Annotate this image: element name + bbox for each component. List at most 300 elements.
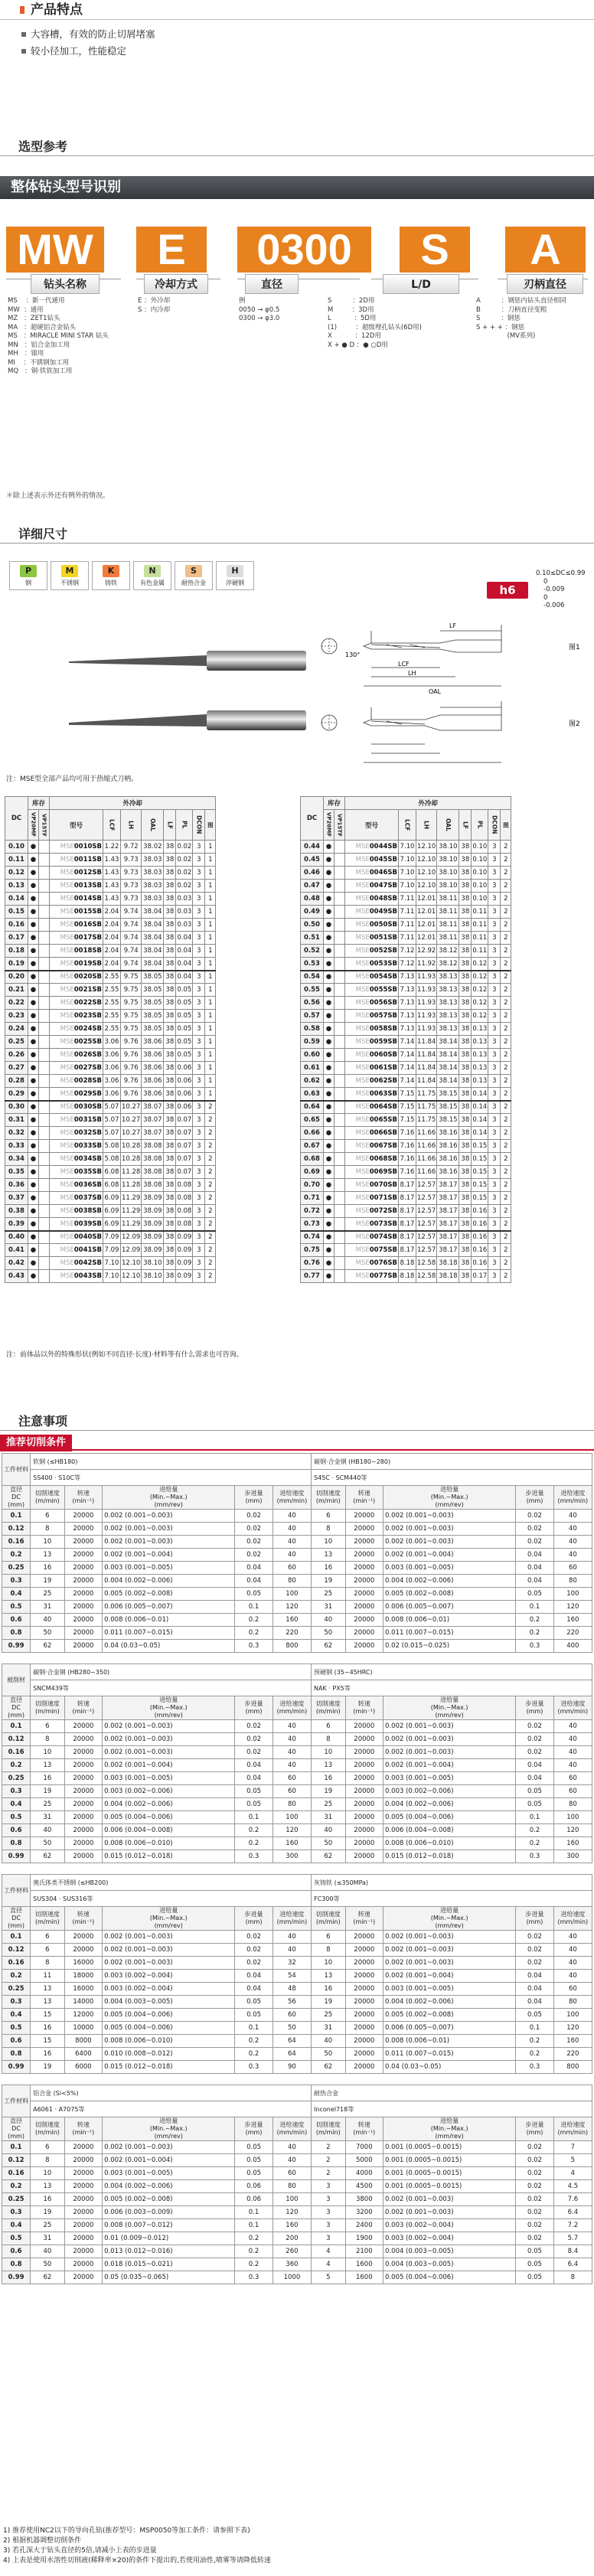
dims-cell: 7.10 <box>103 1257 121 1270</box>
dims-cell: 3 <box>488 893 501 906</box>
dims-cell: 5.07 <box>103 1114 121 1127</box>
dims-cell: 38.03 <box>142 893 164 906</box>
cutting-cell: 60 <box>273 1562 311 1575</box>
label-angle: 130° <box>345 651 361 658</box>
dims-cell <box>39 919 50 932</box>
dims-cell: 0.05 <box>176 984 193 997</box>
cutting-cell: 转速 (min⁻¹) <box>64 1907 102 1931</box>
cutting-cell: 220 <box>553 2048 592 2061</box>
cutting-cell: 4 <box>553 2167 592 2180</box>
cutting-cell: 0.005 (0.004~0.006) <box>103 2009 235 2022</box>
dims-cell <box>335 984 345 997</box>
dims-cell: 2 <box>501 1218 511 1231</box>
cutting-cell: 10 <box>312 1746 346 1759</box>
dims-cell: 0.47 <box>301 880 324 893</box>
dims-cell: 38 <box>164 1192 176 1205</box>
cutting-cell: 1600 <box>345 2271 383 2284</box>
cutting-cell: 0.2 <box>516 1824 553 1837</box>
cutting-cell: 0.002 (0.001~0.003) <box>383 1931 516 1944</box>
cutting-cell: 0.02 <box>516 2154 553 2167</box>
cutting-cell: 0.04 <box>516 1575 553 1588</box>
cutting-cell: 0.25 <box>2 2193 31 2206</box>
dims-cell: ● <box>28 1036 39 1049</box>
cutting-cell: 20000 <box>345 1733 383 1746</box>
dims-cell <box>39 1036 50 1049</box>
cutting-cell: 31 <box>312 2022 346 2035</box>
dims-cell: MSE0047SB <box>345 880 399 893</box>
cutting-cell: 0.25 <box>2 1983 31 1996</box>
cutting-cell: 进给量 (Min.~Max.) (mm/rev) <box>103 1907 235 1931</box>
cutting-cell: 1900 <box>345 2232 383 2245</box>
dims-cell: 3 <box>193 1049 205 1062</box>
cutting-cell: 120 <box>273 2206 311 2219</box>
dims-cell: 12.01 <box>416 893 437 906</box>
cutting-cell: 0.1 <box>2 1931 31 1944</box>
dims-row <box>301 1023 511 1036</box>
dims-cell: ● <box>324 997 335 1010</box>
dims-cell: ● <box>28 1257 39 1270</box>
dims-cell: 2 <box>501 1101 511 1114</box>
dims-cell: ● <box>28 984 39 997</box>
dims-cell: MSE0057SB <box>345 1010 399 1023</box>
th-dc: DC <box>5 797 28 841</box>
cutting-cell: 40 <box>553 1944 592 1957</box>
dims-cell: 38 <box>164 1140 176 1153</box>
dims-cell: 38.09 <box>142 1192 164 1205</box>
dims-cell <box>39 945 50 958</box>
cutting-cell: 0.4 <box>2 1588 31 1601</box>
dims-cell: 2 <box>501 867 511 880</box>
dims-cell: MSE0045SB <box>345 854 399 867</box>
dims-cell: 3 <box>488 1049 501 1062</box>
dims-cell: 0.75 <box>301 1244 324 1257</box>
th-lcf: LCF <box>399 810 416 841</box>
dims-cell: 0.15 <box>472 1153 488 1166</box>
material-name: 有色金属 <box>140 580 165 586</box>
dims-cell: 0.12 <box>5 867 28 880</box>
dims-cell: 11.93 <box>416 997 437 1010</box>
dims-cell: 38.08 <box>142 1166 164 1179</box>
cutting-table <box>2 1453 592 1653</box>
dims-cell: ● <box>28 997 39 1010</box>
cutting-cell: 0.008 (0.006~0.010) <box>383 1837 516 1850</box>
cutting-cell: 转速 (min⁻¹) <box>64 1696 102 1720</box>
cutting-note: 4) 上表是使用水溶性切削液(稀释率×20)的条件下提出的,若使用油性,喷雾等请降低转速 <box>3 2557 271 2565</box>
cutting-cell: 50 <box>312 1627 346 1640</box>
dims-cell: MSE0059SB <box>345 1036 399 1049</box>
dims-cell: 0.21 <box>5 984 28 997</box>
cutting-cell: 0.02 <box>516 1523 553 1536</box>
cutting-cell: 0.1 <box>235 2022 273 2035</box>
cutting-cell: 0.3 <box>2 2206 31 2219</box>
dims-cell: ● <box>324 1127 335 1140</box>
dims-cell: 3 <box>193 1192 205 1205</box>
cutting-cell: 0.02 <box>516 1733 553 1746</box>
cutting-cell: 0.06 <box>235 2180 273 2193</box>
dims-cell: 3 <box>488 958 501 971</box>
dims-cell: 38 <box>459 841 472 854</box>
dims-row <box>301 880 511 893</box>
cutting-cell: 0.004 (0.003~0.005) <box>383 2245 516 2258</box>
cutting-cell: 20000 <box>64 1824 102 1837</box>
cutting-cell: 0.004 (0.003~0.005) <box>103 1996 235 2009</box>
dims-cell: 8.18 <box>399 1270 416 1283</box>
dims-row <box>301 945 511 958</box>
dims-row <box>301 1192 511 1205</box>
dims-cell: MSE0070SB <box>345 1179 399 1192</box>
cutting-cell: 0.008 (0.006~0.010) <box>103 1837 235 1850</box>
dims-cell: 3 <box>193 1140 205 1153</box>
dims-cell: 3 <box>488 984 501 997</box>
cutting-cell: 0.3 <box>516 2061 553 2074</box>
dims-cell: MSE0061SB <box>345 1062 399 1075</box>
cutting-cell: 40 <box>273 1931 311 1944</box>
dims-row <box>5 893 216 906</box>
dims-cell: 12.09 <box>121 1244 142 1257</box>
th-model: 型号 <box>345 810 399 841</box>
cutting-cell: 3 <box>312 2193 346 2206</box>
cutting-row <box>2 1470 592 1486</box>
drill-photos <box>38 628 314 750</box>
cutting-cell: 0.02 <box>516 2141 553 2154</box>
dims-row <box>5 854 216 867</box>
cutting-cell: 0.99 <box>2 2061 31 2074</box>
dims-cell: 38.18 <box>437 1270 459 1283</box>
dims-cell: 0.28 <box>5 1075 28 1088</box>
dims-cell: 3.06 <box>103 1049 121 1062</box>
dims-cell: 0.25 <box>5 1036 28 1049</box>
dims-cell: 0.44 <box>301 841 324 854</box>
dims-cell: 38.08 <box>142 1153 164 1166</box>
dims-row <box>5 1218 216 1231</box>
cutting-cell: 8 <box>312 1944 346 1957</box>
dims-cell: 38.17 <box>437 1179 459 1192</box>
dims-cell <box>39 1205 50 1218</box>
dims-cell: 7.15 <box>399 1114 416 1127</box>
dims-cell: 2 <box>501 1192 511 1205</box>
dims-cell <box>39 958 50 971</box>
dims-cell: ● <box>324 906 335 919</box>
cutting-cell: 0.05 (0.035~0.065) <box>103 2271 235 2284</box>
dims-cell: 0.14 <box>472 1127 488 1140</box>
cutting-cell: 0.02 <box>235 1510 273 1523</box>
cutting-cell: 20000 <box>64 1746 102 1759</box>
caption-ld: L/D <box>383 274 459 294</box>
dims-cell: 3 <box>193 1231 205 1244</box>
dims-row <box>301 971 511 984</box>
dims-cell: 11.75 <box>416 1101 437 1114</box>
dims-cell: 38 <box>164 919 176 932</box>
cutting-cell: 10 <box>31 1746 65 1759</box>
cutting-cell: 100 <box>553 2009 592 2022</box>
dims-cell: 0.05 <box>176 1049 193 1062</box>
dims-cell: 7.11 <box>399 893 416 906</box>
cutting-cell: 0.99 <box>2 1640 31 1653</box>
cutting-cell: 0.002 (0.001~0.003) <box>383 1957 516 1970</box>
dims-cell: MSE0022SB <box>50 997 103 1010</box>
dims-cell: ● <box>28 1010 39 1023</box>
cutting-cell: 100 <box>273 1811 311 1824</box>
dims-cell: 38 <box>459 997 472 1010</box>
cutting-cell: 62 <box>31 2271 65 2284</box>
dims-cell: 2.55 <box>103 1010 121 1023</box>
dims-cell: 8.17 <box>399 1205 416 1218</box>
cutting-cell: 20000 <box>64 2258 102 2271</box>
caption-diameter: 直径 <box>245 274 299 294</box>
dims-row <box>5 1205 216 1218</box>
dims-cell: 38.13 <box>437 1010 459 1023</box>
cutting-cell: 进给速度 (mm/min) <box>553 1907 592 1931</box>
dims-cell: 7.13 <box>399 971 416 984</box>
dims-cell: 38.10 <box>437 880 459 893</box>
cutting-cell: 20000 <box>345 1614 383 1627</box>
caption-shank: 刃柄直径 <box>507 274 583 294</box>
dims-cell: 0.12 <box>472 984 488 997</box>
material-left-2: SUS304 · SUS316等 <box>31 1891 312 1907</box>
dims-cell <box>335 1075 345 1088</box>
dims-cell <box>335 880 345 893</box>
cutting-cell: 2100 <box>345 2245 383 2258</box>
dims-cell: 8.17 <box>399 1179 416 1192</box>
cutting-cell: 0.8 <box>2 2258 31 2271</box>
dims-cell: 0.35 <box>5 1166 28 1179</box>
cutting-cell: 0.008 (0.006~0.01) <box>383 1614 516 1627</box>
dims-row <box>301 810 511 841</box>
dims-cell: 1 <box>205 945 216 958</box>
dims-cell: 1.43 <box>103 867 121 880</box>
dims-cell: MSE0011SB <box>50 854 103 867</box>
dims-cell: 0.09 <box>176 1244 193 1257</box>
dims-row <box>5 1036 216 1049</box>
cutting-row <box>2 2022 592 2035</box>
cutting-cell: 20000 <box>64 2232 102 2245</box>
dims-row <box>5 1166 216 1179</box>
dims-cell: 12.92 <box>416 945 437 958</box>
cutting-cell: 0.3 <box>2 1785 31 1798</box>
dims-cell: MSE0042SB <box>50 1257 103 1270</box>
cutting-cell: 60 <box>273 1772 311 1785</box>
cutting-cell: 0.04 <box>516 1983 553 1996</box>
dims-cell: 0.45 <box>301 854 324 867</box>
dims-cell: 0.24 <box>5 1023 28 1036</box>
cutting-cell: 0.002 (0.001~0.003) <box>103 1931 235 1944</box>
dims-cell: ● <box>324 971 335 984</box>
dims-cell: MSE0049SB <box>345 906 399 919</box>
dims-cell: 38.16 <box>437 1153 459 1166</box>
cutting-cell: 0.003 (0.002~0.004) <box>383 2219 516 2232</box>
dims-cell: 38.17 <box>437 1244 459 1257</box>
dims-cell: 0.07 <box>176 1153 193 1166</box>
material-left-2: SNCM439等 <box>31 1680 312 1696</box>
dims-cell: 3 <box>488 841 501 854</box>
drill-drawings <box>310 617 593 770</box>
dims-cell: 2 <box>501 997 511 1010</box>
cutting-table <box>2 2085 592 2284</box>
dims-cell: 6.09 <box>103 1205 121 1218</box>
dims-cell: 3 <box>193 932 205 945</box>
cutting-cell: 切削速度 (m/min) <box>31 2117 65 2141</box>
cutting-cell: 300 <box>553 1850 592 1863</box>
dims-cell: 0.68 <box>301 1153 324 1166</box>
dims-row <box>5 797 216 810</box>
material-right-2: NAK · PX5等 <box>312 1680 592 1696</box>
dims-cell: 0.14 <box>5 893 28 906</box>
dims-cell <box>335 1010 345 1023</box>
dims-cell <box>335 1140 345 1153</box>
dims-cell: 7.14 <box>399 1036 416 1049</box>
cutting-cell: 0.002 (0.001~0.003) <box>383 1944 516 1957</box>
dims-row <box>301 1101 511 1114</box>
cutting-cell: 0.04 <box>235 1970 273 1983</box>
dims-cell: 9.76 <box>121 1036 142 1049</box>
cutting-cell: 40 <box>553 1536 592 1549</box>
dims-cell: 2 <box>501 1257 511 1270</box>
dims-cell: 2 <box>205 1244 216 1257</box>
cutting-cell: 20000 <box>64 1614 102 1627</box>
dims-cell <box>39 1270 50 1283</box>
cutting-cell: 0.006 (0.005~0.007) <box>103 1601 235 1614</box>
dims-cell: MSE0036SB <box>50 1179 103 1192</box>
dims-cell <box>39 1179 50 1192</box>
cutting-cell: 0.02 <box>235 1746 273 1759</box>
cutting-cell: 5000 <box>345 2154 383 2167</box>
dims-cell: 38.07 <box>142 1101 164 1114</box>
cutting-cell: 5 <box>553 2154 592 2167</box>
dims-cell: ● <box>324 1088 335 1101</box>
cutting-row <box>2 2154 592 2167</box>
dims-cell: 7.15 <box>399 1088 416 1101</box>
dims-cell: 11.84 <box>416 1075 437 1088</box>
cutting-cell: 进给量 (Min.~Max.) (mm/rev) <box>383 1907 516 1931</box>
cutting-cell: 0.6 <box>2 2035 31 2048</box>
dims-cell: 3 <box>193 997 205 1010</box>
dims-cell: MSE0067SB <box>345 1140 399 1153</box>
cutting-cell: 0.006 (0.005~0.007) <box>383 2022 516 2035</box>
dims-cell: 0.62 <box>301 1075 324 1088</box>
dims-cell: 0.15 <box>472 1140 488 1153</box>
dims-row <box>5 1049 216 1062</box>
dims-cell: 9.73 <box>121 854 142 867</box>
dims-cell: 1 <box>205 984 216 997</box>
legend-shank-list: A ：钢惩内钻头直径相同 B ：刀柄直径变粗 S ：钢惩 S + + + ：钢惩 (MV系列) <box>476 297 566 340</box>
dims-row <box>301 797 511 810</box>
cutting-row <box>2 2245 592 2258</box>
selection-note: ＊除上述表示外还有例外的情况。 <box>6 492 110 500</box>
dims-cell: 0.27 <box>5 1062 28 1075</box>
dims-cell: 5.08 <box>103 1140 121 1153</box>
dims-cell: 38 <box>459 1166 472 1179</box>
dims-cell: MSE0063SB <box>345 1088 399 1101</box>
material-badge: M <box>61 565 78 577</box>
dims-cell: 2 <box>501 1023 511 1036</box>
cutting-row <box>2 1523 592 1536</box>
material-left-1: 奥氏体类不锈钢 (≤HB200) <box>31 1875 312 1891</box>
cutting-cell: 31 <box>312 1601 346 1614</box>
cutting-cell: 60 <box>553 1983 592 1996</box>
dims-cell: 3 <box>193 854 205 867</box>
cutting-cell: 800 <box>273 1640 311 1653</box>
dims-cell: ● <box>28 1101 39 1114</box>
cutting-cell: 0.008 (0.006~0.010) <box>103 2035 235 2048</box>
dims-cell <box>39 1062 50 1075</box>
cutting-cell: 0.006 (0.004~0.008) <box>103 1824 235 1837</box>
cutting-cell: 20000 <box>345 1837 383 1850</box>
cutting-cell: 0.2 <box>235 1824 273 1837</box>
dims-cell: 2 <box>501 1049 511 1062</box>
dims-row <box>5 958 216 971</box>
dims-cell: 0.63 <box>301 1088 324 1101</box>
dims-cell: 38.16 <box>437 1140 459 1153</box>
dims-cell: 38 <box>459 1218 472 1231</box>
cutting-cell: 0.1 <box>516 1811 553 1824</box>
dims-cell: 38.12 <box>437 958 459 971</box>
cutting-cell: 16 <box>312 1562 346 1575</box>
dims-cell: 2 <box>501 1114 511 1127</box>
dims-cell: 7.12 <box>399 945 416 958</box>
dims-row <box>301 1231 511 1244</box>
dims-cell: 2 <box>501 893 511 906</box>
cutting-cell: 0.010 (0.008~0.012) <box>103 2048 235 2061</box>
dims-cell: 5.08 <box>103 1153 121 1166</box>
cutting-cell: 0.05 <box>516 1785 553 1798</box>
cutting-cell: 0.05 <box>235 2009 273 2022</box>
cutting-row <box>2 1837 592 1850</box>
dims-cell: 11.75 <box>416 1114 437 1127</box>
cutting-cell: 0.02 <box>516 2219 553 2232</box>
cutting-cell: 31 <box>31 1811 65 1824</box>
dims-cell: 2 <box>501 1088 511 1101</box>
cutting-cell: 0.003 (0.002~0.004) <box>103 1983 235 1996</box>
caption-coolant: 冷却方式 <box>144 274 208 294</box>
cutting-cell: 0.002 (0.001~0.003) <box>383 1720 516 1733</box>
cutting-cell: 20000 <box>345 1785 383 1798</box>
dims-cell: ● <box>28 1023 39 1036</box>
cutting-cell: 0.004 (0.002~0.006) <box>383 1575 516 1588</box>
dims-cell: 38 <box>459 854 472 867</box>
cutting-cell: 15 <box>31 2035 65 2048</box>
dims-cell: 0.18 <box>5 945 28 958</box>
cutting-cell: 40 <box>553 1970 592 1983</box>
dims-cell: 3 <box>193 1062 205 1075</box>
cutting-cell: 800 <box>553 2061 592 2074</box>
cutting-cell: 0.6 <box>2 1824 31 1837</box>
dims-cell: 1.43 <box>103 854 121 867</box>
cutting-cell: 6 <box>31 1510 65 1523</box>
dims-cell <box>39 984 50 997</box>
dims-cell: ● <box>28 1179 39 1192</box>
dims-cell: 3 <box>193 1179 205 1192</box>
dims-cell: ● <box>324 1075 335 1088</box>
dims-cell: 9.75 <box>121 1010 142 1023</box>
dims-cell: 3 <box>193 958 205 971</box>
dims-cell: MSE0018SB <box>50 945 103 958</box>
cutting-row <box>2 2193 592 2206</box>
cutting-cell: 0.002 (0.001~0.004) <box>103 1549 235 1562</box>
dims-cell <box>335 1205 345 1218</box>
dims-cell: 12.57 <box>416 1192 437 1205</box>
cutting-cell: 19 <box>312 1996 346 2009</box>
cutting-section <box>0 1412 594 1431</box>
cutting-cell: 20000 <box>64 2193 102 2206</box>
dims-cell: 0.09 <box>176 1257 193 1270</box>
cutting-cell: 0.1 <box>2 1510 31 1523</box>
cutting-cell: 20000 <box>64 1733 102 1746</box>
cutting-cell: 80 <box>553 1575 592 1588</box>
dims-cell: ● <box>324 1140 335 1153</box>
dims-cell: 9.74 <box>121 932 142 945</box>
dims-cell: 3 <box>193 1257 205 1270</box>
dims-cell: 0.12 <box>472 1010 488 1023</box>
